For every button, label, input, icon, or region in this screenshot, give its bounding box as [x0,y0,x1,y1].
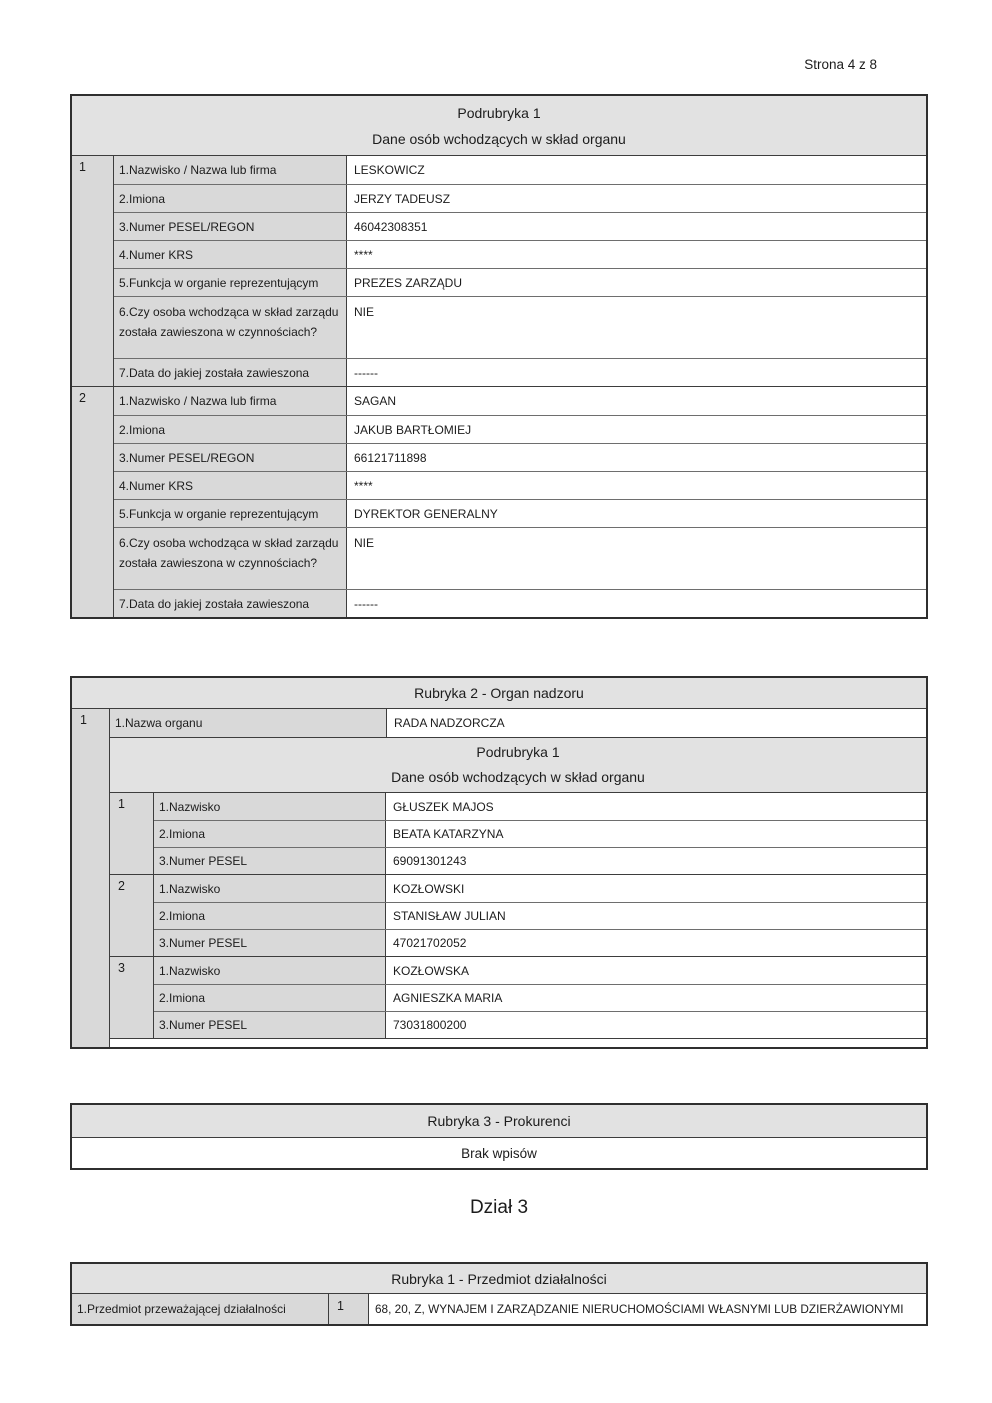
field-value: NIE [347,297,926,358]
field-row [154,957,926,984]
field-value: 46042308351 [347,213,926,240]
field-label: 2.Imiona [114,416,347,443]
field-value: 47021702052 [386,930,926,956]
field-row [114,499,926,527]
field-row [114,358,926,386]
organ-name-row [110,709,926,737]
activity-row [72,1294,926,1324]
proxies-table [70,1103,928,1170]
field-row [154,793,926,820]
member-index: 3 [110,957,154,1038]
field-label: 1.Nazwisko / Nazwa lub firma [114,387,347,415]
field-label: 3.Numer PESEL [154,1012,386,1038]
member-index: 2 [110,875,154,956]
field-label: 3.Numer PESEL [154,930,386,956]
field-label: 1.Nazwisko [154,875,386,902]
field-row [114,296,926,358]
field-value: NIE [347,528,926,589]
proxies-table-title: Rubryka 3 - Prokurenci [72,1105,926,1138]
activity-table [70,1262,928,1326]
field-value: ------ [347,359,926,386]
section-heading: Dział 3 [469,1197,529,1218]
field-label: 3.Numer PESEL/REGON [114,444,347,471]
member-index: 1 [110,793,154,874]
field-label: 2.Imiona [154,903,386,929]
table-bottom-strip [110,1038,926,1047]
field-label: 4.Numer KRS [114,241,347,268]
field-value: AGNIESZKA MARIA [386,985,926,1011]
field-row [114,268,926,296]
member-entry [110,793,926,874]
field-value: KOZŁOWSKI [386,875,926,902]
sub-header-line1: Podrubryka 1 [476,744,560,760]
field-label: 6.Czy osoba wchodząca w skład zarządu została zawieszona w czynnościach? [114,528,347,589]
field-label: 7.Data do jakiej została zawieszona [114,359,347,386]
field-label: 3.Numer PESEL [154,848,386,874]
field-value: 69091301243 [386,848,926,874]
field-value: 73031800200 [386,1012,926,1038]
entry-index: 1 [329,1294,369,1324]
field-value: **** [347,472,926,499]
field-label: 1.Nazwisko [154,957,386,984]
field-row [154,902,926,929]
field-row [114,184,926,212]
supervisory-sub-header [110,737,926,793]
field-value: **** [347,241,926,268]
field-value: STANISŁAW JULIAN [386,903,926,929]
supervisory-inner [110,709,926,1047]
field-value: GŁUSZEK MAJOS [386,793,926,820]
field-label: 5.Funkcja w organie reprezentującym [114,269,347,296]
entry-rows [154,957,926,1038]
field-value: SAGAN [347,387,926,415]
field-label: 4.Numer KRS [114,472,347,499]
field-value: JAKUB BARTŁOMIEJ [347,416,926,443]
entry-index: 2 [72,387,114,617]
field-row [114,443,926,471]
field-row [114,527,926,589]
field-row [154,875,926,902]
field-value: DYREKTOR GENERALNY [347,500,926,527]
entry-rows [114,387,926,617]
board-members-table [70,94,928,619]
field-row [154,984,926,1011]
entry-rows [154,793,926,874]
field-row [114,156,926,184]
entry-rows [114,156,926,386]
field-row [114,212,926,240]
field-label: 2.Imiona [154,821,386,847]
field-value: PREZES ZARZĄDU [347,269,926,296]
field-value: BEATA KATARZYNA [386,821,926,847]
field-label: 5.Funkcja w organie reprezentującym [114,500,347,527]
field-label: 7.Data do jakiej została zawieszona [114,590,347,617]
field-row [114,471,926,499]
field-row [154,847,926,874]
board-table-header [72,96,926,156]
supervisory-table-body [72,709,926,1047]
member-entry [110,874,926,956]
field-label: 1.Nazwisko / Nazwa lub firma [114,156,347,184]
field-label: 6.Czy osoba wchodząca w skład zarządu została zawieszona w czynnościach? [114,297,347,358]
entry-index: 1 [72,156,114,386]
board-table-header-line1: Podrubryka 1 [457,104,541,121]
no-entries-text: Brak wpisów [72,1138,926,1168]
field-row [154,1011,926,1038]
field-row [114,415,926,443]
member-entry [110,956,926,1038]
field-value: RADA NADZORCZA [387,709,926,737]
field-label: 1.Przedmiot przeważającej działalności [72,1294,329,1324]
field-row [114,387,926,415]
field-label: 2.Imiona [154,985,386,1011]
entry-rows [154,875,926,956]
sub-header-line2: Dane osób wchodzących w skład organu [391,769,645,785]
activity-table-title: Rubryka 1 - Przedmiot działalności [72,1264,926,1294]
field-row [154,820,926,847]
field-value: LESKOWICZ [347,156,926,184]
field-label: 1.Nazwa organu [110,709,387,737]
field-value: 66121711898 [347,444,926,471]
field-value: KOZŁOWSKA [386,957,926,984]
supervisory-organ-table [70,676,928,1049]
field-label: 2.Imiona [114,185,347,212]
board-table-header-line2: Dane osób wchodzących w skład organu [372,130,626,147]
entry-index: 1 [72,709,110,1047]
field-value: JERZY TADEUSZ [347,185,926,212]
field-label: 3.Numer PESEL/REGON [114,213,347,240]
field-value: ------ [347,590,926,617]
field-row [114,240,926,268]
field-row [114,589,926,617]
supervisory-table-title: Rubryka 2 - Organ nadzoru [72,678,926,709]
field-label: 1.Nazwisko [154,793,386,820]
page-number: Strona 4 z 8 [804,57,877,72]
board-entry [72,386,926,617]
field-row [154,929,926,956]
board-entry [72,156,926,386]
field-value: 68, 20, Z, WYNAJEM I ZARZĄDZANIE NIERUCHOMOŚCIAMI WŁASNYMI LUB DZIERŻAWIONYMI [369,1294,926,1324]
